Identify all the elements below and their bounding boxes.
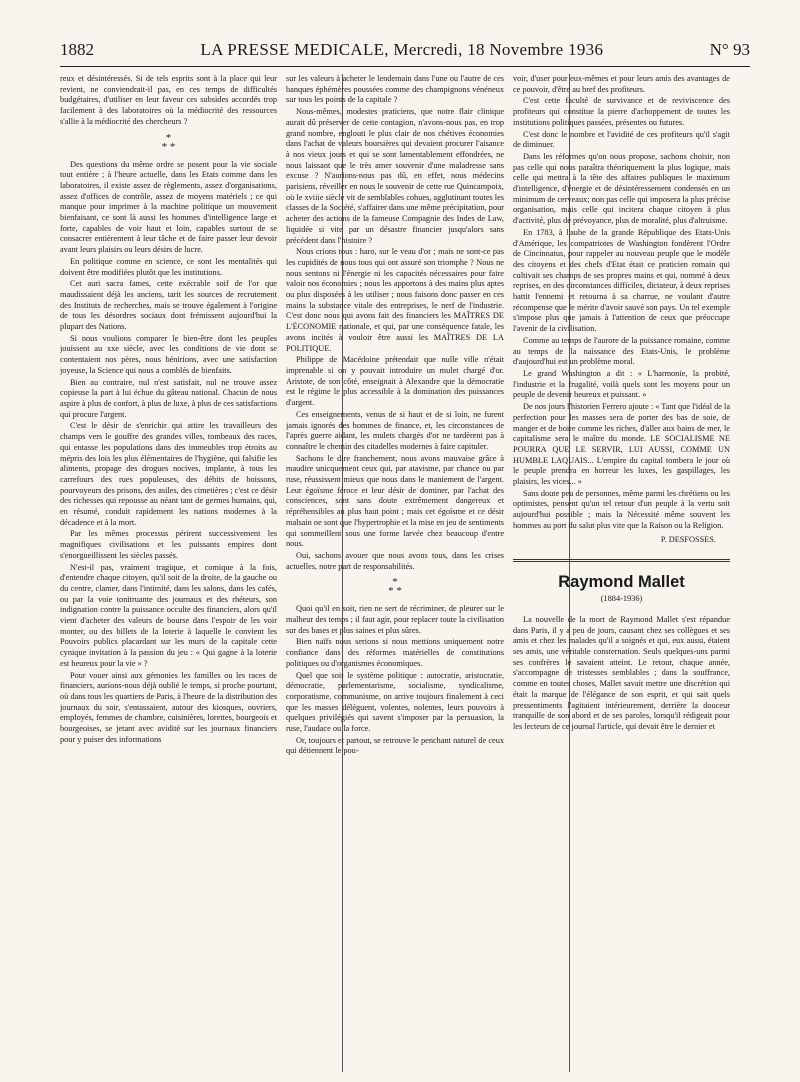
paragraph: Cet auri sacra fames, cette exécrable soif de l'or que maudissaient déjà les anciens, tarit les sources de recrutement des Instituts de recherches, mais se trouve également à l'origine de tous les désordres sociaux dont frémissent aujourd'hui la plupart des Nations.: [60, 279, 277, 332]
section-separator-stars: * * *: [388, 576, 402, 598]
paragraph: C'est donc le nombre et l'avidité de ces profiteurs qu'il s'agit de diminuer.: [513, 129, 730, 150]
column-2: [286, 74, 504, 1072]
issue-number: N° 93: [709, 40, 750, 59]
column-1: [60, 74, 277, 1072]
paragraph: Sachons le dire franchement, nous avons mauvaise grâce à maudire unicquement ceux qui, par atavisme, par chance ou par ruse, réussissent mieux que nous dans le maniement de l'argent. Leur égoïsme féroce et leur désir de dominer, par l'achat des consciences, sont sans doute extrêmement dangereux et répréhensibles au plus haut point ; mais cet égoïsme et ce désir malsain ne sont que l'hypertrophie et la mise en jeu de sentiments qui sommeillent sous une forme larvée chez beaucoup d'entre nous.: [286, 453, 504, 549]
paragraph: En politique comme en science, ce sont les mentalités qui doivent être modifiées plutôt que les institutions.: [60, 256, 277, 277]
paragraph: Quoi qu'il en soit, rien ne sert de récriminer, de pleurer sur le malheur des temps ; il faut agir, pour replacer toute la civilisation sur des bases et plus saines et plus sûres.: [286, 604, 504, 635]
obituary-dates: (1884-1936): [600, 594, 643, 604]
paragraph: Le grand Washington a dit : « L'harmonie, la probité, l'industrie et la frugalité, voilà quels sont les moyens pour un peuple de devenir heureux et puissant. »: [513, 368, 730, 400]
section-separator-stars: * * *: [161, 131, 176, 153]
page-header: [60, 40, 750, 67]
paragraph: Sans doute peu de personnes, même parmi les chrétiens ou les optimistes, pensent qu'un tel retour d'un peuple à la vertu soit aujourd'hui possible ; mais la Nécessité même souvent les hommes au port du salut plus vite que la Raison ou la Religion.: [513, 488, 730, 530]
paragraph: voir, d'user pour eux-mêmes et pour leurs amis des avantages de ce pouvoir, d'être au bref des profiteurs.: [513, 74, 730, 94]
paragraph: La nouvelle de la mort de Raymond Mallet s'est répandue dans Paris, il y a peu de jours, causant chez ses collègues et ses amis et chez les malades qu'il a soignés et qui, eux aussi, étaient ses amis, une véritable consternation. Seuls quelques-uns parmi ses confrères le savaient atteint. Le retour, chaque année, s'accompagne de tristesses semblables ; dans la souffrance, comme en toutes choses, Mallet savait mettre une discrétion qui était la marque de l'élégance de son esprit, et qui sait quels pressentiments l'agitaient intérieurement, derrière la douceur tranquille de son abord et de ses paroles, lorsqu'il rédigeait pour les lecteurs de ce journal l'article, qui devait être le dernier et: [513, 614, 730, 731]
paragraph: Dans les réformes qu'on nous propose, sachons choisir, non pas celle qui nous paraîtra théoriquement la plus logique, mais celle qui mettra à la tête des affaires publiques le maximum d'intelligence, d'énergie et de désintéressement condensés en un minimum de cerveaux; non pas celle qui imposera la plus précise organisation, mais celle qui incitera chaque citoyen à plus d'activité, plus de prévoyance, plus de moralité, plus d'altruisme.: [513, 151, 730, 226]
paragraph: Par les mêmes processus périrent successivement les magnifiques civilisations et les puissants empires dont s'enorgueillissent les siècles passés.: [60, 529, 277, 560]
paragraph: reux et désintéressés. Si de tels esprits sont à la place qui leur revient, ne conviendrait-il pas, en ces temps de difficultés budgétaires, d'utiliser en leur faveur ces subsides accordés trop facilement à des laboratoires où la médiocrité des ressources s'allie à la médiocrité des chercheurs ?: [60, 74, 277, 126]
author-signature: P. DESFOSSES.: [660, 534, 716, 544]
obituary-title: Raymond Mallet: [558, 573, 685, 592]
page-number: 1882: [60, 40, 94, 59]
paragraph: sur les valeurs à acheter le lendemain dans l'une ou l'autre de ces banques éphémères poussées comme des champignons vénéneux sur tous les points de la capitale ?: [286, 74, 504, 105]
paragraph: Bien au contraire, nul n'est satisfait, nul ne trouve assez copieuse la part à lui échue du gâteau national. Chacun de nous aspire à plus de confort, à plus de luxe, à plus de ces satisfactions qui procure l'argent.: [60, 377, 277, 419]
paragraph: Comme au temps de l'aurore de la puissance romaine, comme au temps de la naissance des Etats-Unis, le problème d'aujourd'hui est un problème moral.: [513, 335, 730, 367]
paragraph: De nos jours l'historien Ferrero ajoute : « Tant que l'idéal de la perfection pour les masses sera de porter des bas de soie, de manger et de boire comme les riches, d'aller aux bains de mer, le capitalisme sera le maître du monde. LE SOCIALISME NE POURRA QUE LE SERVIR, LUI AUSSI, COMME UN HUMBLE LAQUAIS... L'empire du capital tombera le jour où le peuple prendra en horreur les luxes, les gaspillages, les plaisirs, les vices... »: [513, 402, 730, 487]
column-3: [513, 74, 730, 1072]
paragraph: Si nous voulions comparer le bien-être dont les peuples jouissent au xxe siècle, avec les conditions de vie dont se contentaient nos pères, nous bénirions, avec une satisfaction joyeuse, la Science qui nous a comblés de bienfaits.: [60, 333, 277, 375]
paragraph: Nous-mêmes, modestes praticiens, que notre flair clinique aurait dû préserver de cette contagion, n'avons-nous pas, en trop grand nombre, englouti le plus clair de nos chétives économies dans l'achat de valeurs boursières qui devaient procurer l'aisance à nos vieux jours et qui se sont lamentablement effondrées, ne nous laissant que le très amer souvenir d'une maladresse sans excuse ? N'aurions-nous pas dû, en effet, nous médecins parisiens, réveiller en nous le souvenir de cette rue Quincampoix, où le xviiie siècle vit de semblables cohues, agglutinant toutes les classes de la Société, s'affairer dans une même précipitation, pour acheter des actions de la fameuse Compagnie des Indes de Law, liquidée si vite par un désastre financier jusqu'alors sans précédent dans l'histoire ?: [286, 107, 504, 245]
paragraph: N'est-il pas, vraiment tragique, et comique à la fois, d'entendre chaque citoyen, qu'il soit de la droite, de la gauche ou du centre, clamer, dans l'intimité, dans les salons, dans les cafés, ou par la voie tonitruante des journaux et des rhéteurs, son indignation contre la puissance occulte des financiers, alors qu'il vient d'acheter des valeurs de bourse dans l'espoir de les voir monter, ou des billets de la loterie à laquelle le convient les Pouvoirs publics placardant sur les murs de la capitale cette cynique invitation à la passion du jeu : « Qui gagne à la loterie est heureux pour la vie » ?: [60, 562, 277, 668]
paragraph: Oui, sachons avouer que nous avons tous, dans les crises actuelles, notre part de responsabilités.: [286, 550, 504, 571]
paragraph: C'est le désir de s'enrichir qui attire les travailleurs des champs vers le gouffre des grandes villes, tombeaux des races, qui entasse les populations dans des immeubles trop étroits au mépris des lois les plus élémentaires de l'hygiène, qui falsifie les aliments, propage des drogues nocives, implante, à tous les carrefours des rues populeuses, des débits de boissons, pourvoyeurs des prisons, des asiles, des cimetières ; c'est ce désir des richesses qui repousse au néant tant de germes humains, qui, en résumé, conduit rapidement les nations modernes à la décadence et à la mort.: [60, 421, 277, 527]
paragraph: Nous crions tous : haro, sur le veau d'or ; mais ne sont-ce pas les cupidités de nous tous qui ont assuré son triomphe ? Nous ne nous sentons ni l'énergie ni les capacités nécessaires pour faire valoir nos économies ; nous les apportons à des mains plus aptes ou plus disposées à les utiliser ; nous faisons donc passer en ces mains la substance vitale des entreprises, le nerf de l'industrie. C'est donc nous qui avons fait des financiers les MAÎTRES DE L'ÉCONOMIE nationale, et qui, par une conséquence fatale, les avons incités à vouloir être aussi les MAÎTRES DE LA POLITIQUE.: [286, 247, 504, 353]
article-columns: [60, 74, 750, 1072]
paragraph: C'est cette faculté de survivance et de reviviscence des profiteurs qui constitue la pierre d'achoppement de toutes les institutions politiques passées, présentes ou futures.: [513, 96, 730, 127]
paragraph: Ces enseignements, venus de si haut et de si loin, ne furent jamais ignorés des hommes de finance, et, les circonstances de l'après guerre aidant, les mulets chargés d'or ne tardèrent pas à connaître le chemin des citadelles modernes à faire capituler.: [286, 409, 504, 451]
paragraph: Bien naïfs nous serions si nous mettions uniquement notre confiance dans des réformes matérielles de constitutions politiques ou d'organismes économiques.: [286, 637, 504, 668]
paragraph: Quel que soit le système politique : autocratie, aristocratie, démocratie, parlementarisme, socialisme, syndicalisme, corporatisme, communisme, on arrive toujours finalement à ceci que les masses déléguent, volentes, nolentes, leurs pouvoirs à quelques privilégiés qui savent s'imposer par la persuasion, la ruse, l'audace ou la force.: [286, 670, 504, 734]
paragraph: En 1783, à l'aube de la grande République des Etats-Unis d'Amérique, les compatriotes de Washington fondèrent l'Ordre de Cincinnatus, pour rappeler au nouveau peuple que le modèle des citoyens et des chefs d'Etat était ce praticien romain qui cultivait ses champs de ses propres mains et qui, nommé à deux reprises, en des circonstances difficiles, dictateur, à deux reprises battit l'ennemi et retourna à sa charrue, ne voulant d'autre récompense que le mérite d'avoir sauvé son pays. Un tel exemple s'impose plus que jamais à l'attention de ceux que préoccupe l'avenir de la civilisation.: [513, 227, 730, 334]
section-divider: [513, 559, 730, 562]
journal-title: LA PRESSE MEDICALE, Mercredi, 18 Novembre 1936: [200, 40, 604, 59]
paragraph: Philippe de Macédoine prétendait que nulle ville n'était imprenable si on y pouvait introduire un mulet chargé d'or. Aristote, de son côté, enseignait à Alexandre que la démocratie est le régime le plus accessible à la domination des puissances d'argent.: [286, 355, 504, 408]
paragraph: Des questions du même ordre se posent pour la vie sociale tout entière ; à l'heure actuelle, dans les Etats comme dans les laboratoires, il existe assez de règlements, assez d'organisations, assez d'offices de contrôle, assez de moyens matériels ; ce qui manque pour imprimer à la machine politique un mouvement bienfaisant, ce sont là aussi les hommes d'intelligence large et forte, capables de voir haut et loin, capables surtout de se consacrer entièrement à leur tâche et de faire passer leur devoir avant leurs plaisirs ou leurs désirs de lucre.: [60, 159, 277, 255]
paragraph: Pour vouer ainsi aux gémonies les familles ou les races de financiers, aurions-nous déjà oublié le temps, si proche pourtant, où dans tous les quartiers de Paris, à l'heure de la distribution des journaux du soir, s'entassaient, autour des kiosques, ouvriers, employés, femmes de chambre, cuisinières, lorettes, bourgeois et bourgeoises, se jetant avec avidité sur les journaux financiers pour y puiser des informations: [60, 670, 277, 744]
paragraph: Or, toujours et partout, se retrouve le penchant naturel de ceux qui détiennent le pou-: [286, 735, 504, 756]
